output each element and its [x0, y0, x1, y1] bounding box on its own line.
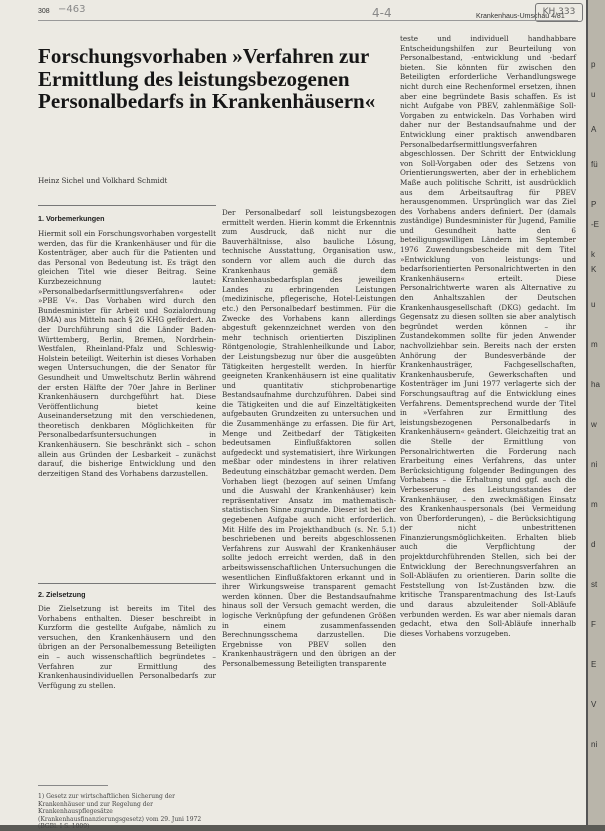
edge-fragment: u — [591, 300, 596, 309]
handwritten-mark: 4-4 — [372, 6, 392, 20]
column-3-text: teste und individuell handhabbare Entscheidungshilfen zur Beurteilung von Personalbestand, -entwicklung und -bedarf bieten. Sie könnten für zwischen den Beteiligten erforderliche Verhandlungswege nicht durch eine Rechenformel ersetzen, ihnen aber eine begründete Basis schaffen. Es ist nicht Aufgabe von PBEV, zahlenmäßige Soll-Vorgaben zu entwickeln. Das Vorhaben wird daher nur der Bestandsaufnahme und der Entwicklung einer praktisch anwendbaren Personalbedarfsermittlungsverfahren abgeschlossen. Der Schritt der Entwicklung von Soll-Vorgaben oder des Setzens von Orientierungswerten, aber der in erheblichem Maße auch politische Schritt, ist ausdrücklich aus dem Arbeitsauftrag für PBEV herausgenommen. Ursprünglich war das Ziel des Vorhabens anders definiert. Der (damals zuständige) Bundesminister für Jugend, Familie und Gesundheit hatte den 6 beteiligungswilligen Ländern im September 1976 Zuwendungsbescheide mit dem Titel »Entwicklung von leistungs- und bedarfsorientierten Personalrichtwerten in den Krankenhäusern« erteilt. Diese Personalrichtwerte waren als Alternative zu den Anhaltszahlen der Deutschen Krankenhausgesellschaft (DKG) gedacht. Im Gegensatz zu diesen sollten sie aber analytisch begründet werden können – ihr Zustandekommen sollte für jeden Anwender nachvollziehbar sein. Bereits nach der ersten Anhörung der Bundesverbände der Krankenhausträger, Fachgesellschaften, Krankenhausberufe, Gewerkschaften und Kostenträger im Juni 1977 verlagerte sich der Forschungsauftrag auf die Entwicklung eines Verfahrens. Dementsprechend wurde der Titel in »Verfahren zur Ermittlung des leistungsbezogenen Personalbedarfs in Krankenhäusern« geändert. Gleichzeitig trat an die Stelle der Ermittlung von Personalrichtwerten die Forderung nach Erarbeitung eines Verfahrens, das unter Berücksichtigung folgender Bedingungen des Vorhabens – die Erhaltung und ggf. auch die Verbesserung des Leistungsstandes der Krankenhäuser, – den zweckmäßigen Einsatz des Krankenhauspersonals (bei Vermeidung von Überforderungen), – die Berücksichtigung der nicht unbestrittenen Finanzierungsmöglichkeiten. Erhalten blieb auch die Verpflichtung der projektdurchführenden Stellen, sich bei der Entwicklung der Berechnungsverfahren an Soll-Abläufen zu orientieren. Darin sollte die Feststellung von Ist-Zuständen bzw. die kritische Transparentmachung des Ist-Laufs und daraus abzuleitender Soll-Abläufe verbunden werden. Es war aber niemals daran gedacht, etwa den Soll-Abläufe innerhalb dieses Vorhabens vorzugeben. — [400, 34, 576, 638]
footnote: 1) Gesetz zur wirtschaftlichen Sicherung der Krankenhäuser und zur Regelung der Krankenhauspflegesätze (Krankenhausfinanzierungsgesetz) vom 29. Juni 1972 (BGBl. I S. 1009) — [38, 793, 202, 831]
edge-fragment: ni — [591, 460, 598, 469]
edge-fragment: K — [591, 265, 597, 274]
edge-fragment: m — [591, 500, 598, 509]
edge-fragment: fü — [591, 160, 598, 169]
edge-fragment: p — [591, 60, 596, 69]
section-rule — [38, 583, 216, 584]
footnote-rule — [38, 785, 108, 786]
edge-fragment: w — [591, 420, 597, 429]
edge-fragment: -E — [591, 220, 599, 229]
section-2-text: Die Zielsetzung ist bereits im Titel des Vorhabens enthalten. Dieser beschreibt in Kurzform die gestellte Aufgabe, nämlich zu versuchen, den Krankenhäusern und den übrigen an der Personalbemessung Beteiligten ein – auch wissenschaftlich begründetes – Verfahren zur Ermittlung des Krankenhausindividuellen Personalbedarfs zur Verfügung zu stellen. — [38, 604, 216, 690]
section-1-heading: 1. Vorbemerkungen — [38, 214, 105, 223]
edge-fragment: A — [591, 125, 597, 134]
edge-fragment: ha — [591, 380, 600, 389]
edge-fragment: d — [591, 540, 596, 549]
edge-fragment: F — [591, 620, 596, 629]
running-head: Krankenhaus-Umschau 4/81 — [476, 13, 565, 20]
section-2-heading: 2. Zielsetzung — [38, 590, 86, 599]
page-number: 308 — [38, 8, 50, 15]
edge-fragment: u — [591, 90, 596, 99]
section-rule — [38, 205, 216, 206]
handwritten-page-note: −463 — [58, 4, 86, 15]
edge-fragment: E — [591, 660, 597, 669]
edge-fragment: st — [591, 580, 598, 589]
edge-fragment: ni — [591, 740, 598, 749]
edge-fragment: P — [591, 200, 597, 209]
article-title: Forschungsvorhaben »Verfahren zur Ermittlung des leistungsbezogenen Personalbedarfs in Krankenhäusern« — [38, 44, 376, 114]
article-authors: Heinz Sichel und Volkhard Schmidt — [38, 176, 168, 185]
archive-stamp: KH 333 — [535, 3, 583, 22]
column-2-text: Der Personalbedarf soll leistungsbezogen ermittelt werden. Hierin kommt die Erkenntnis zum Ausdruck, daß nicht nur die Bauverhältnisse, also bauliche Lösung, technische Ausstattung, Organisation usw., sondern vor allem auch die durch das Krankenhaus gemäß dem Krankenhausbedarfsplan des jeweiligen Landes zu erbringenden Leistungen (medizinische, pflegerische, Hotel-Leistungen etc.) den Personalbedarf bestimmen. Für die Zwecke des Vorhabens kann allerdings abgestuft gekennzeichnet werden von den mehr technisch orientierten Disziplinen Röntgenologie, Strahlenheilkunde und Labor, der Leistungsbezug nur über die ausgeübten Tätigkeiten hergestellt werden. In hierfür geeigneten Krankenhäusern ist eine qualitativ und quantitativ stichprobenartige Bestandsaufnahme durchzuführen. Dabei sind die Tätigkeiten und die auf Einzeltätigkeiten aufgebauten Grundzeiten zu untersuchen und die Zusammenhänge zu erfassen. Die für Art, Menge und Zeitbedarf der Tätigkeiten bedeutsamen Einflußfaktoren sollen aufgedeckt und systematisiert, ihre Wirkungen meßbar oder mindestens in ihrer relativen Bedeutung einschätzbar gemacht werden. Dem Vorhaben liegt (bezogen auf seinen Umfang und die Auswahl der Krankenhäuser) kein repräsentativer Ansatz im mathematisch-statistischen Sinne zugrunde. Dieser ist bei der gegebenen Aufgabe auch nicht erforderlich. Mit Hilfe des im Projekthandbuch (s. Nr. 5.1) beschriebenen und bereits abgeschlossenen Verfahrens zur Auswahl der Krankenhäuser sollte jedoch erreicht werden, daß in den arbeitswissenschaftlichen Untersuchungen die wesentlichen Einflußfaktoren erkannt und in ihrer Wirkungsweise transparent gemacht werden können. Über die Bestandsaufnahme hinaus soll der Versuch gemacht werden, die logische Verknüpfung der gefundenen Größen in einem zusammenfassenden Berechnungsschema darzustellen. Die Ergebnisse von PBEV sollen den Krankenhausträgern und den übrigen an der Personalbemessung Beteiligten transparente — [222, 208, 396, 668]
adjacent-page-edge — [588, 0, 605, 825]
edge-fragment: k — [591, 250, 595, 259]
edge-fragment: V — [591, 700, 597, 709]
header-rule — [38, 20, 578, 21]
edge-fragment: m — [591, 340, 598, 349]
section-1-text: Hiermit soll ein Forschungsvorhaben vorgestellt werden, das für die Krankenhäuser und für die Kostenträger, aber auch für die Patienten und das Personal von Bedeutung ist. Es trägt den gleichen Titel wie dieser Beitrag. Seine Kurzbezeichnung lautet: »Personalbedarfsermittlungsverfahren« oder »PBE V«. Das Vorhaben wird durch den Bundesminister für Arbeit und Sozialordnung (BMA) aus Mitteln nach § 26 KHG gefördert. An der Durchführung sind die Länder Baden-Württemberg, Berlin, Bremen, Nordrhein-Westfalen, Rheinland-Pfalz und Schleswig-Holstein beteiligt. Weiterhin ist dieses Vorhaben wegen Untersuchungen, die der Senator für Gesundheit und Umweltschutz Berlin während der ersten Hälfte der 70er Jahre in Berliner Krankenhäusern durchgeführt hat. Diese Veröffentlichung bietet keine Auseinandersetzung mit den verschiedenen, theoretisch denkbaren Möglichkeiten für Personalbedarfsuntersuchungen in Krankenhäusern. Sie beschränkt sich – schon allein aus Gründen der Lesbarkeit – zunächst darauf, die bisherige Entwicklung und den derzeitigen Stand des Vorhabens darzustellen. — [38, 229, 216, 478]
